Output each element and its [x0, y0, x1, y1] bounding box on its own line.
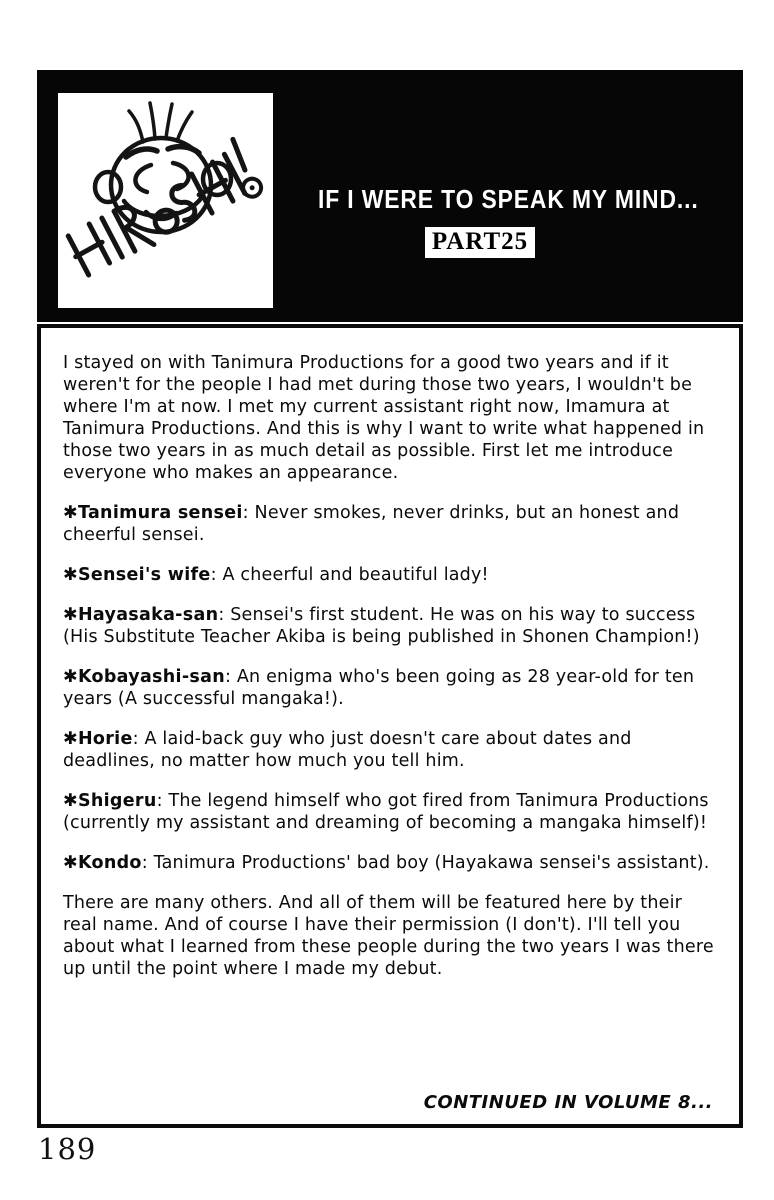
- intro-paragraph: I stayed on with Tanimura Productions for a good two years and if it weren't for the people I had met during those two years, I wouldn't be where I'm at now. I met my current assistant right now, Imamura at Tanimura Productions. And this is why I want to write what happened in those two years in as much detail as possible. First let me introduce everyone who makes an appearance.: [63, 353, 705, 483]
- cast-entry-name: ✱Shigeru: [63, 791, 157, 811]
- name-separator: :: [242, 503, 255, 523]
- cast-entry-description: The legend himself who got fired from Tanimura Productions (currently my assistant and dreaming of becoming a mangaka himself)!: [63, 791, 709, 833]
- cast-entry-name: ✱Kondo: [63, 853, 142, 873]
- cast-entry-name: ✱Tanimura sensei: [63, 503, 243, 523]
- cast-entry-name: ✱Kobayashi-san: [63, 667, 225, 687]
- cast-entry-name: ✱Hayasaka-san: [63, 605, 219, 625]
- cast-entry-description: Never smokes, never drinks, but an honest and cheerful sensei.: [63, 503, 680, 545]
- cast-entry-name: ✱Horie: [63, 729, 133, 749]
- name-separator: :: [218, 605, 231, 625]
- notes-text-panel: [37, 324, 743, 1128]
- bullet-asterisk-icon: ✱: [63, 565, 78, 585]
- name-separator: :: [210, 565, 223, 585]
- hiroshi-doodle-icon: [58, 93, 273, 308]
- author-doodle-box: [58, 93, 273, 308]
- page-title: IF I WERE TO SPEAK MY MIND...: [317, 184, 699, 214]
- cast-entry-description: A laid-back guy who just doesn't care about dates and deadlines, no matter how much you tell him.: [63, 729, 632, 771]
- cast-entry-kobayashi-san: [63, 666, 717, 710]
- cast-entry-tanimura-sensei: [63, 502, 717, 546]
- cast-entry-description: Tanimura Productions' bad boy (Hayakawa sensei's assistant).: [153, 853, 710, 873]
- bullet-asterisk-icon: ✱: [63, 667, 78, 687]
- name-separator: :: [156, 791, 169, 811]
- name-separator: :: [141, 853, 154, 873]
- name-separator: :: [224, 667, 237, 687]
- cast-entry-shigeru: [63, 790, 717, 834]
- header-title-area: [273, 70, 743, 322]
- cast-entry-senseis-wife: [63, 564, 717, 586]
- bullet-asterisk-icon: ✱: [63, 503, 78, 523]
- bullet-asterisk-icon: ✱: [63, 729, 78, 749]
- part-badge: PART25: [425, 227, 535, 258]
- cast-entry-description: Sensei's first student. He was on his way to success (His Substitute Teacher Akiba is being published in Shonen Champion!): [63, 605, 700, 647]
- doodle-signature: [59, 137, 265, 277]
- header-panel: [37, 70, 743, 322]
- name-separator: :: [132, 729, 145, 749]
- bullet-asterisk-icon: ✱: [63, 605, 78, 625]
- cast-entry-description: A cheerful and beautiful lady!: [222, 565, 489, 585]
- outro-paragraph: There are many others. And all of them will be featured here by their real name. And of course I have their permission (I don't). I'll tell you about what I learned from these people during the two years I was there up until the point where I made my debut.: [63, 893, 714, 979]
- cast-entry-name: ✱Sensei's wife: [63, 565, 211, 585]
- cast-entry-kondo: [63, 852, 717, 874]
- bullet-asterisk-icon: ✱: [63, 791, 78, 811]
- cast-entry-horie: [63, 728, 717, 772]
- cast-entry-description: An enigma who's been going as 28 year-old for ten years (A successful mangaka!).: [63, 667, 695, 709]
- bullet-asterisk-icon: ✱: [63, 853, 78, 873]
- cast-entry-hayasaka-san: [63, 604, 717, 648]
- doodle-eyebrows: [126, 147, 199, 157]
- page-number: 189: [38, 1132, 97, 1166]
- continued-in-volume-note: CONTINUED IN VOLUME 8...: [423, 1092, 713, 1113]
